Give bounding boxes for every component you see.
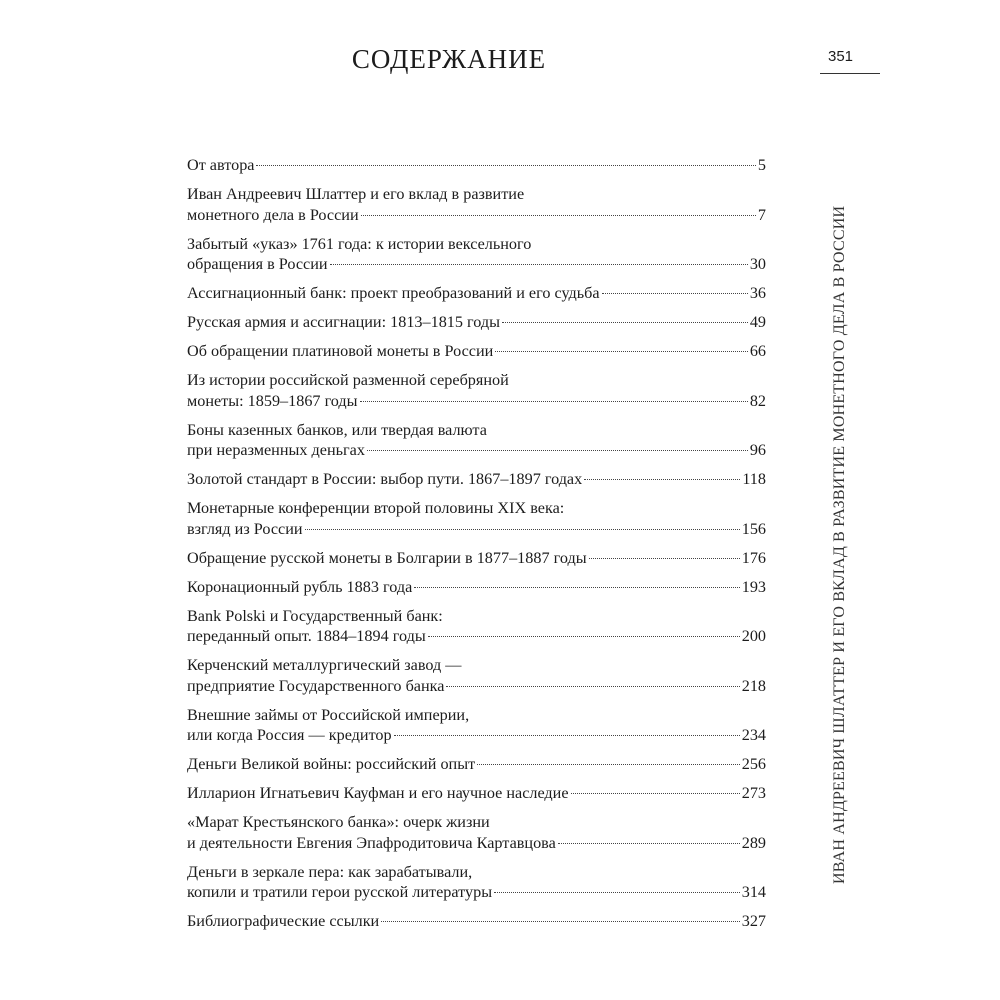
toc-entry-row [187,155,766,176]
toc-entry-row [187,548,766,569]
toc-entry [187,577,766,598]
toc-entry-title-line: Ассигнационный банк: проект преобразований и его судьба [187,284,600,302]
toc-entry [187,283,766,304]
toc-entry-row [187,391,766,412]
dot-leader [602,293,748,294]
toc-entry-title-line: Золотой стандарт в России: выбор пути. 1867–1897 годах [187,470,583,488]
toc-entry-row [187,205,766,226]
toc-entry-title-line: Забытый «указ» 1761 года: к истории вексельного [187,234,532,253]
table-of-contents [187,155,766,940]
toc-entry-title-line: Деньги в зеркале пера: как зарабатывали, [187,862,473,881]
toc-entry [187,812,766,853]
toc-entry [187,705,766,746]
toc-entry-row [187,469,766,490]
toc-entry [187,420,766,461]
dot-leader [256,165,755,166]
toc-entry [187,754,766,775]
dot-leader [502,322,748,323]
toc-entry-row [187,783,766,804]
dot-leader [495,351,748,352]
toc-entry-page: 176 [741,548,766,567]
toc-entry-title-line: предприятие Государственного банка [187,676,445,695]
running-head: ИВАН АНДРЕЕВИЧ ШЛАТТЕР И ЕГО ВКЛАД В РАЗВИТИЕ МОНЕТНОГО ДЕЛА В РОССИИ [831,205,848,884]
toc-entry-row [187,725,766,746]
toc-entry-title-line: или когда Россия — кредитор [187,726,392,744]
toc-entry-title-line: Bank Polski и Государственный банк: [187,606,443,625]
toc-entry-row [187,754,766,775]
toc-entry-title-line: Обращение русской монеты в Болгарии в 1877–1887 годы [187,548,587,567]
toc-entry [187,155,766,176]
toc-entry-page: 82 [749,391,766,410]
dot-leader [414,587,739,588]
toc-entry-title-line: Коронационный рубль 1883 года [187,577,413,596]
toc-entry [187,548,766,569]
toc-entry-title-line: Боны казенных банков, или твердая валюта [187,420,487,439]
toc-entry-page: 36 [749,284,766,302]
toc-entry-row [187,911,766,932]
toc-entry-row [187,577,766,598]
dot-leader [360,401,748,402]
toc-entry [187,655,766,696]
dot-leader [305,529,740,530]
toc-entry-page: 234 [741,726,766,744]
page-number-rule [820,73,880,74]
toc-entry-title-line: Иван Андреевич Шлаттер и его вклад в развитие [187,185,525,203]
toc-entry-page: 7 [757,205,766,224]
toc-entry-title-line: монетного дела в России [187,205,359,224]
dot-leader [589,558,740,559]
toc-entry-page: 314 [741,883,766,901]
page-title: СОДЕРЖАНИЕ [351,44,547,74]
dot-leader [330,264,748,265]
toc-entry-row [187,519,766,540]
dot-leader [477,764,740,765]
dot-leader [381,921,740,922]
toc-entry-title-line: От автора [187,156,255,174]
toc-entry-page: 49 [749,313,766,331]
toc-entry-row [187,341,766,362]
toc-entry-title-line: Керченский металлургический завод — [187,656,462,674]
toc-entry-page: 156 [741,519,766,538]
toc-entry-title-line: переданный опыт. 1884–1894 годы [187,627,426,645]
toc-entry-row [187,833,766,854]
toc-entry-title-line: Монетарные конференции второй половины XIX века: [187,499,565,517]
toc-entry-title-line: Из истории российской разменной серебряной [187,371,509,389]
toc-entry-row [187,882,766,903]
dot-leader [558,843,740,844]
toc-entry [187,911,766,932]
toc-entry-row [187,283,766,304]
toc-entry-title-line: при неразменных деньгах [187,441,365,459]
toc-entry-title-line: Русская армия и ассигнации: 1813–1815 годы [187,313,501,331]
toc-entry-title-line: и деятельности Евгения Эпафродитовича Картавцова [187,833,556,852]
toc-entry [187,184,766,225]
toc-entry [187,469,766,490]
toc-entry-title-line: Деньги Великой войны: российский опыт [187,755,476,773]
toc-entry-row [187,254,766,275]
toc-entry-page: 96 [749,441,766,459]
toc-entry [187,606,766,647]
toc-entry [187,498,766,539]
toc-entry-row [187,676,766,697]
toc-entry-page: 118 [742,470,766,488]
toc-entry-page: 327 [741,912,766,930]
dot-leader [584,479,740,480]
dot-leader [494,892,740,893]
toc-entry-page: 218 [741,676,766,695]
toc-entry-title-line: взгляд из России [187,519,303,538]
toc-entry-title-line: Илларион Игнатьевич Кауфман и его научное наследие [187,784,569,802]
dot-leader [394,735,740,736]
toc-entry-title-line: монеты: 1859–1867 годы [187,391,358,410]
toc-entry-title-line: копили и тратили герои русской литературы [187,883,493,901]
toc-entry-page: 273 [741,784,766,802]
toc-entry-row [187,312,766,333]
toc-entry [187,312,766,333]
toc-entry-page: 289 [741,833,766,852]
toc-entry [187,234,766,275]
toc-entry-page: 256 [741,755,766,773]
toc-entry [187,783,766,804]
toc-entry [187,341,766,362]
toc-entry-page: 30 [749,255,766,273]
dot-leader [367,450,748,451]
toc-entry-title-line: обращения в России [187,255,328,273]
toc-entry-page: 200 [741,627,766,645]
page-number: 351 [828,48,854,65]
toc-entry [187,862,766,903]
dot-leader [571,793,740,794]
dot-leader [446,686,739,687]
toc-entry-page: 66 [749,342,766,360]
toc-entry-page: 5 [757,156,766,174]
toc-entry [187,370,766,411]
toc-entry-row [187,440,766,461]
toc-entry-title-line: «Марат Крестьянского банка»: очерк жизни [187,813,490,831]
toc-entry-title-line: Об обращении платиновой монеты в России [187,342,494,360]
toc-entry-title-line: Внешние займы от Российской империи, [187,705,470,724]
toc-entry-title-line: Библиографические ссылки [187,912,380,930]
dot-leader [361,215,756,216]
toc-entry-row [187,626,766,647]
dot-leader [428,636,740,637]
toc-entry-page: 193 [741,577,766,596]
